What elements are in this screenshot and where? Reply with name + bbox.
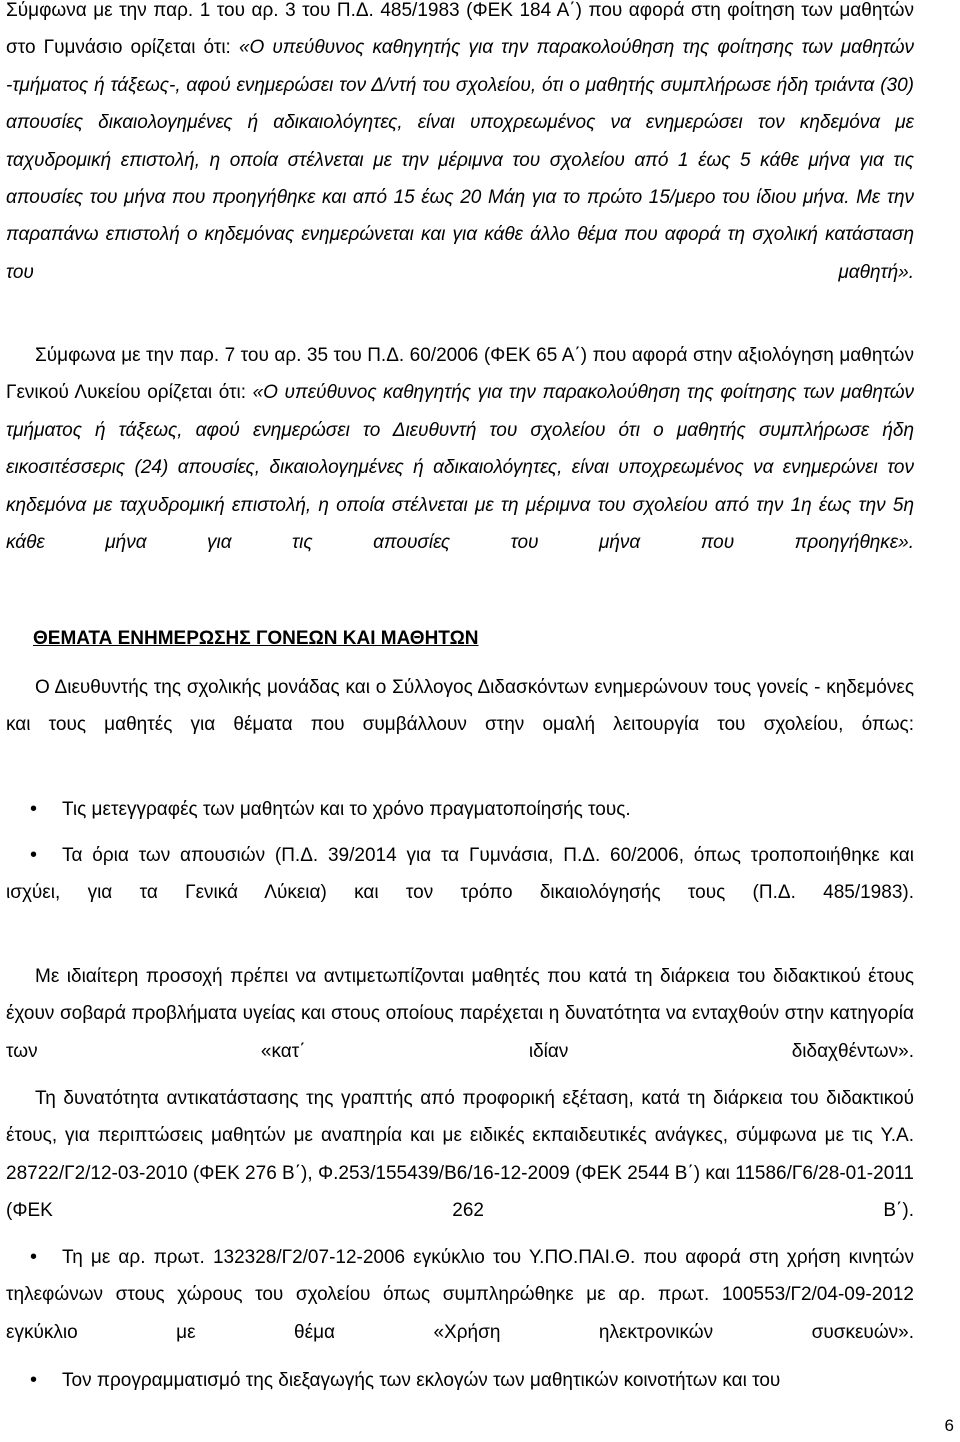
paragraph-health-problems: Με ιδιαίτερη προσοχή πρέπει να αντιμετωπίζονται μαθητές που κατά τη διάρκεια του διδακτικού έτους έχουν σοβαρά προβλήματα υγείας και στους οποίους παρέχεται η δυνατότητα να ενταχθούν στην κατηγορία των «κατ΄ ιδίαν διδαχθέντων». [6,966,914,1062]
bullet-marker: • [30,844,38,866]
paragraph-gymnasium-absences [6,0,914,291]
bullet-marker: • [30,798,38,820]
bullet-item-transfers: Τις μετεγγραφές των μαθητών και το χρόνο πραγματοποίησής τους. [62,799,631,820]
quoted-regulation: «Ο υπεύθυνος καθηγητής για την παρακολούθηση της φοίτησης των μαθητών τμήματος ή τάξεως, αφού ενημερώσει το Διευθυντή του σχολείου ότι ο μαθητής συμπλήρωσε ήδη εικοσιτέσσερις (24) απουσίες, δικαιολογημένες ή αδικαιολόγητες, είναι υποχρεωμένος να ενημερώνει τον κηδεμόνα με ταχυδρομική επιστολή, η οποία στέλνεται με τη μέριμνα του σχολείου από την 1η έως την 5η κάθε μήνα για τις απουσίες του μήνα που προηγήθηκε». [6,382,914,554]
page-number: 6 [944,1416,954,1435]
section-heading: ΘΕΜΑΤΑ ΕΝΗΜΕΡΩΣΗΣ ΓΟΝΕΩΝ ΚΑΙ ΜΑΘΗΤΩΝ [33,628,479,649]
paragraph-prefix: Σύμφωνα με την παρ. 1 του αρ. 3 του Π.Δ. 485/1983 (ΦΕΚ 184 Α΄) που αφορά στη φοίτηση των μαθητών στο Γυμνάσιο ορίζεται ότι: [6,0,914,59]
bullet-item-absence-limits: Τα όρια των απουσιών (Π.Δ. 39/2014 για τα Γυμνάσια, Π.Δ. 60/2006, όπως τροποποιήθηκε και ισχύει, για τα Γενικά Λύκεια) και τον τρόπο δικαιολόγησής τους (Π.Δ. 485/1983). [6,845,914,904]
bullet-item-mobile-phones: Τη με αρ. πρωτ. 132328/Γ2/07-12-2006 εγκύκλιο του Υ.ΠΟ.ΠΑΙ.Θ. που αφορά στη χρήση κινητών τηλεφώνων στους χώρους του σχολείου όπως συμπληρώθηκε με αρ. πρωτ. 100553/Γ2/04-09-2012 εγκύκλιο με θέμα «Χρήση ηλεκτρονικών συσκευών». [6,1247,914,1343]
bullet-item-elections: Τον προγραμματισμό της διεξαγωγής των εκλογών των μαθητικών κοινοτήτων και του [62,1370,781,1391]
paragraph-oral-exams: Τη δυνατότητα αντικατάστασης της γραπτής από προφορική εξέταση, κατά τη διάρκεια του διδακτικού έτους, για περιπτώσεις μαθητών με αναπηρία και με ειδικές εκπαιδευτικές ανάγκες, σύμφωνα με τις Υ.Α. 28722/Γ2/12-03-2010 (ΦΕΚ 276 Β΄), Φ.253/155439/Β6/16-12-2009 (ΦΕΚ 2544 Β΄) και 11586/Γ6/28-01-2011 (ΦΕΚ 262 Β΄). [6,1088,914,1222]
paragraph-intro: Ο Διευθυντής της σχολικής μονάδας και ο Σύλλογος Διδασκόντων ενημερώνουν τους γονείς - κηδεμόνες και τους μαθητές για θέματα που συμβάλλουν στην ομαλή λειτουργία του σχολείου, όπως: [6,677,914,736]
paragraph-lyceum-absences [6,337,914,561]
quoted-regulation: «Ο υπεύθυνος καθηγητής για την παρακολούθηση της φοίτησης των μαθητών -τμήματος ή τάξεως-, αφού ενημερώσει τον Δ/ντή του σχολείου, ότι ο μαθητής συμπλήρωσε ήδη τριάντα (30) απουσίες δικαιολογημένες ή αδικαιολόγητες, είναι υποχρεωμένος να ενημερώσει τον κηδεμόνα με ταχυδρομική επιστολή, η οποία στέλνεται με την μέριμνα του σχολείου από 1 έως 5 κάθε μήνα για τις απουσίες του μήνα που προηγήθηκε και από 15 έως 20 Μάη για το πρώτο 15/μερο του ίδιου μήνα. Με την παραπάνω επιστολή ο κηδεμόνας ενημερώνεται και για κάθε άλλο θέμα που αφορά τη σχολική κατάσταση του μαθητή». [6,37,915,283]
paragraph-prefix: Σύμφωνα με την παρ. 7 του αρ. 35 του Π.Δ. 60/2006 (ΦΕΚ 65 Α΄) που αφορά στην αξιολόγηση μαθητών Γενικού Λυκείου ορίζεται ότι: [6,345,914,404]
bullet-marker: • [30,1369,38,1391]
bullet-marker: • [30,1246,38,1268]
